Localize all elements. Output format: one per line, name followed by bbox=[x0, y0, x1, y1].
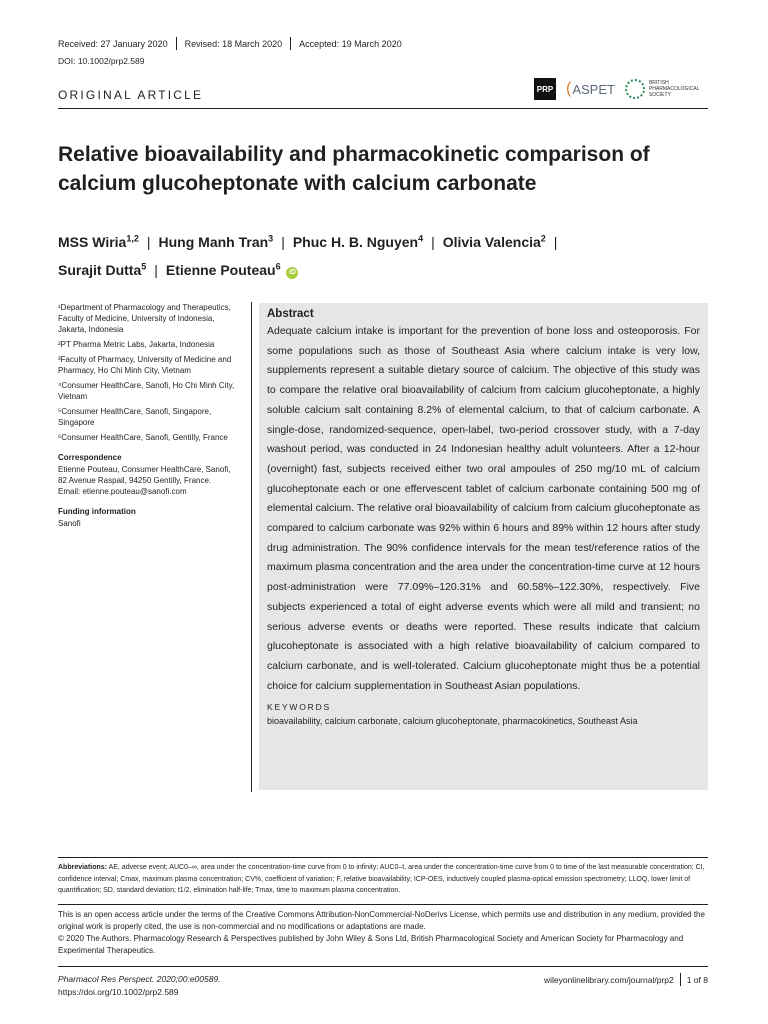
affiliation: ⁵Consumer HealthCare, Sanofi, Singapore, Singapore bbox=[58, 407, 212, 427]
prp-logo: PRP bbox=[534, 78, 556, 100]
author-separator: | bbox=[146, 233, 151, 250]
author-separator: | bbox=[154, 262, 158, 279]
author-name[interactable]: Surajit Dutta$^5$ bbox=[58, 261, 147, 279]
license-terms: This is an open access article under the terms of the Creative Commons Attribution-NonCommercial-NoDerivs License, which permits use and distribution in any medium, provided the original work is properly cited, the use is non-commercial and no modifications or adaptations are made. bbox=[58, 910, 705, 931]
affiliation: ²PT Pharma Metric Labs, Jakarta, Indonesia bbox=[58, 340, 215, 349]
aspet-logo-text: ASPET bbox=[572, 81, 615, 97]
keywords-heading: KEYWORDS bbox=[267, 702, 331, 713]
footer-citation-block bbox=[58, 973, 221, 999]
page-number: 1 of 8 bbox=[686, 974, 708, 985]
abstract-body: Adequate calcium intake is important for the prevention of bone loss and osteoporosis. For some populations such as those of Southeast Asia where calcium intake is very low, supplements represent a suitable dietary source of calcium. The objective of this study was to compare the relative oral bioavailability of calcium from calcium glucoheptonate, a highly soluble calcium salt containing 8.2% of elemental calcium, to that of calcium carbonate. A single-dose, randomized-sequence, open-label, two-period crossover study, with a 7-day washout period, was conducted in 24 Indonesian healthy adult volunteers. After a 12-hour (overnight) fast, subjects received either two oral ampoules of 250 mg/10 mL of calcium glucoheptonate each or one effervescent tablet of calcium carbonate containing 500 mg of elemental calcium. The relative oral bioavailability of calcium from calcium glucoheptonate as compared to calcium carbonate was 92% within 6 hours and 89% within 12 hours after study drug administration. The 90% confidence intervals for the mean test/reference ratios of the maximum plasma concentration and the area under the concentration-time curve at 12 hours post-administration were 77.09%–120.31% and 60.58%–122.30%, respectively. Five subjects experienced a total of eight adverse events which were all mild and transient; no serious adverse events or deaths were reported. These results indicate that calcium glucoheptonate is associated with a high relative bioavailability of calcium compared to calcium carbonate, and is well-tolerated. Calcium glucoheptonate might thus be a potential choice for calcium supplementation in Southeast Asian populations. bbox=[267, 325, 700, 692]
author-separator: | bbox=[431, 233, 435, 250]
footer-right bbox=[544, 973, 708, 986]
bps-logo bbox=[625, 79, 701, 99]
header-rule bbox=[58, 108, 708, 109]
author-name[interactable]: Hung Manh Tran$^3$ bbox=[158, 233, 274, 250]
author-name[interactable]: MSS Wiria$^{1,2}$ bbox=[58, 233, 139, 250]
abbreviations-text: AE, adverse event; AUC0–∞, area under the concentration-time curve from 0 to infinity; AUC0–t, area under the concentration-time curve from 0 to time of the last measurable concentration; CI, confidence interval; Cmax, maximum plasma concentration; CV%, coefficient of variation; F, relative bioavailability; ICP-OES, inductively coupled plasma-optical emission spectrometry; LLOQ, lower limit of quantification; SD, standard deviation; t1/2, elimination half-life; Tmax, time to maximum plasma concentration. bbox=[58, 864, 705, 894]
affiliation: ⁴Consumer HealthCare, Sanofi, Ho Chi Minh City, Vietnam bbox=[58, 381, 235, 401]
article-type: ORIGINAL ARTICLE bbox=[58, 88, 204, 102]
funding-text: Sanofi bbox=[58, 519, 81, 528]
bps-emblem-icon bbox=[625, 79, 645, 99]
article-title: Relative bioavailability and pharmacokinetic comparison of calcium glucoheptonate with calcium carbonate bbox=[58, 143, 650, 195]
affiliation: ¹Department of Pharmacology and Therapeutics, Faculty of Medicine, University of Indonesia, Jakarta, Indonesia bbox=[58, 303, 231, 334]
article-dates bbox=[58, 37, 402, 50]
revised-date: Revised: 18 March 2020 bbox=[184, 38, 283, 49]
abbreviations-footnote bbox=[58, 857, 708, 897]
doi: DOI: 10.1002/prp2.589 bbox=[58, 56, 145, 66]
affiliation: ³Faculty of Pharmacy, University of Medicine and Pharmacy, Ho Chi Minh City, Vietnam bbox=[58, 355, 232, 375]
column-divider bbox=[251, 302, 252, 792]
publisher-logos bbox=[534, 78, 701, 100]
correspondence-heading: Correspondence bbox=[58, 453, 122, 462]
doi-link[interactable]: https://doi.org/10.1002/prp2.589 bbox=[58, 987, 179, 997]
affiliation: ⁶Consumer HealthCare, Sanofi, Gentilly, France bbox=[58, 433, 228, 442]
keywords-list: bioavailability, calcium carbonate, calcium glucoheptonate, pharmacokinetics, Southeast Asia bbox=[267, 716, 638, 727]
abstract-box bbox=[259, 303, 708, 790]
accepted-date: Accepted: 19 March 2020 bbox=[299, 38, 402, 49]
author-list bbox=[58, 226, 708, 283]
aspet-swirl-icon: ( bbox=[566, 80, 572, 97]
author-name[interactable]: Etienne Pouteau$^6$ bbox=[165, 261, 281, 279]
author-name[interactable]: Olivia Valencia$^2$ bbox=[442, 233, 546, 250]
license-notice bbox=[58, 904, 708, 957]
bps-logo-text: BRITISH PHARMACOLOGICAL SOCIETY bbox=[648, 80, 700, 98]
abstract-heading: Abstract bbox=[267, 308, 314, 320]
author-separator: | bbox=[281, 233, 285, 250]
orcid-icon[interactable]: iD bbox=[286, 267, 298, 279]
funding-heading: Funding information bbox=[58, 507, 136, 516]
footer-rule bbox=[58, 966, 708, 967]
abbreviations-label: Abbreviations: bbox=[58, 864, 108, 871]
author-name[interactable]: Phuc H. B. Nguyen$^4$ bbox=[292, 233, 424, 250]
correspondence-email[interactable]: Email: etienne.pouteau@sanofi.com bbox=[58, 487, 187, 496]
author-separator: | bbox=[553, 233, 558, 250]
aspet-logo bbox=[566, 80, 615, 98]
affiliations-column bbox=[58, 302, 238, 529]
journal-link[interactable]: wileyonlinelibrary.com/journal/prp2 bbox=[543, 974, 674, 985]
received-date: Received: 27 January 2020 bbox=[58, 38, 168, 49]
divider bbox=[176, 37, 177, 50]
copyright-notice: © 2020 The Authors. Pharmacology Research & Perspectives published by John Wiley & Sons Ltd, British Pharmacological Society and American Society for Pharmacology and Experimental Therapeutics. bbox=[58, 934, 684, 955]
citation: Pharmacol Res Perspect. 2020;00:e00589. bbox=[58, 974, 221, 984]
divider bbox=[290, 37, 291, 50]
divider bbox=[680, 973, 681, 986]
correspondence-address: Etienne Pouteau, Consumer HealthCare, Sanofi, 82 Avenue Raspail, 94250 Gentilly, France. bbox=[58, 465, 231, 485]
